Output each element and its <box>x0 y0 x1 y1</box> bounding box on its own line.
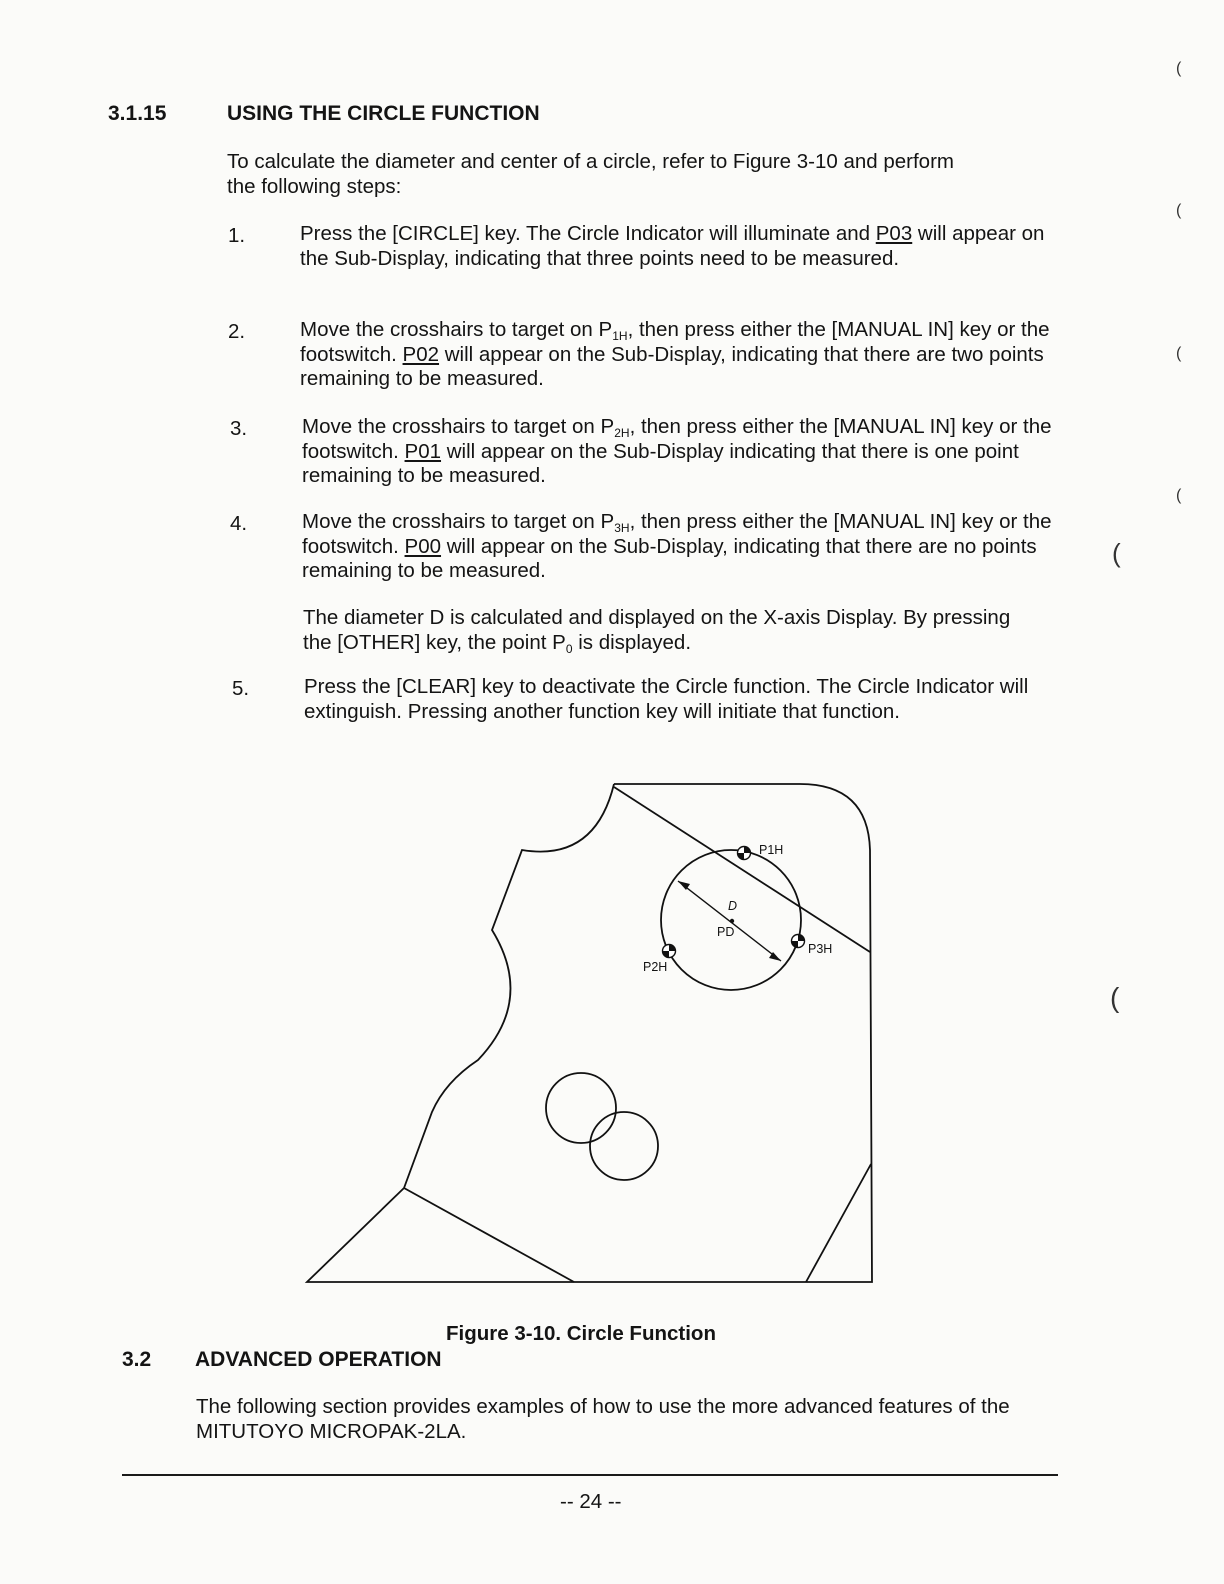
scan-mark: ( <box>1110 982 1120 1013</box>
scan-mark: ( <box>1176 202 1182 219</box>
step-text-part: , then press either the [MANUAL IN] key or the footswitch. <box>300 318 1050 366</box>
intro-paragraph: To calculate the diameter and center of a circle, refer to Figure 3-10 and perform the following steps: <box>227 150 954 198</box>
diameter-line <box>678 881 781 961</box>
step-text-part: will appear on the Sub-Display, indicating that there are no points remaining to be measured. <box>302 534 1037 582</box>
step-text-part: will appear on the Sub-Display, indicating that there are two points remaining to be measured. <box>300 342 1044 390</box>
label-p2h: P2H <box>643 960 668 974</box>
point-marker-p3h <box>792 935 805 948</box>
section-number: 3.1.15 <box>108 102 167 125</box>
step-number: 3. <box>230 417 248 440</box>
step-5-text: Press the [CLEAR] key to deactivate the Circle function. The Circle Indicator will extinguish. Pressing another function key will initiate that function. <box>304 675 1029 723</box>
point-subscript: 1H <box>612 329 628 343</box>
step-number: 5. <box>232 677 250 700</box>
subdisplay-code: P01 <box>404 439 442 463</box>
subdisplay-code: P00 <box>404 534 442 558</box>
label-diameter: D <box>728 899 738 913</box>
point-subscript: 2H <box>614 426 630 440</box>
note-text-part: is displayed. <box>572 630 692 654</box>
step-text-part: Move the crosshairs to target on P <box>302 415 615 438</box>
point-marker-p2h <box>663 945 676 958</box>
section-number: 3.2 <box>122 1348 152 1371</box>
step-number: 4. <box>230 512 248 535</box>
workpiece-outline <box>307 784 872 1282</box>
label-p1h: P1H <box>759 843 784 857</box>
section-32-paragraph: The following section provides examples of how to use the more advanced features of the MITUTOYO MICROPAK-2LA. <box>196 1395 1010 1443</box>
step-number: 1. <box>228 224 246 247</box>
step-text-part: Press the [CIRCLE] key. The Circle Indicator will illuminate and <box>300 222 876 245</box>
step-text-part: will appear on the Sub-Display indicating that there is one point remaining to be measured. <box>302 439 1019 487</box>
section-title: USING THE CIRCLE FUNCTION <box>227 102 540 125</box>
step-text-part: , then press either the [MANUAL IN] key or the footswitch. <box>302 415 1052 463</box>
figure-caption: Figure 3-10. Circle Function <box>446 1322 716 1345</box>
center-point <box>730 919 734 923</box>
lower-circle-left <box>546 1073 616 1143</box>
step-text-part: will appear on the Sub-Display, indicating that three points need to be measured. <box>300 222 1045 270</box>
page-number: -- 24 -- <box>560 1490 622 1513</box>
label-center: PD <box>717 925 735 939</box>
point-subscript: 3H <box>614 521 630 535</box>
scan-mark: ( <box>1176 345 1182 362</box>
step-text-part: Move the crosshairs to target on P <box>300 318 613 341</box>
step-text-part: , then press either the [MANUAL IN] key or the footswitch. <box>302 510 1052 558</box>
scan-mark: ( <box>1112 538 1121 568</box>
scan-mark: ( <box>1176 487 1182 504</box>
subdisplay-code: P02 <box>402 342 440 366</box>
bottom-left-edge <box>404 1188 574 1282</box>
step-text-part: Move the crosshairs to target on P <box>302 510 615 533</box>
footer-rule <box>122 1474 1058 1476</box>
label-p3h: P3H <box>808 942 833 956</box>
lower-circle-right <box>590 1112 658 1180</box>
step-number: 2. <box>228 320 246 343</box>
point-marker-p1h <box>738 847 751 860</box>
bottom-right-edge <box>806 1164 871 1282</box>
subdisplay-code: P03 <box>875 222 913 245</box>
point-subscript: 0 <box>565 641 573 656</box>
top-diagonal-edge <box>614 787 870 952</box>
note-text-part: The diameter D is calculated and displayed on the X-axis Display. By pressing the [OTHER] key, the point P <box>303 606 1011 654</box>
scan-mark: ( <box>1176 60 1182 77</box>
section-title: ADVANCED OPERATION <box>195 1348 442 1371</box>
